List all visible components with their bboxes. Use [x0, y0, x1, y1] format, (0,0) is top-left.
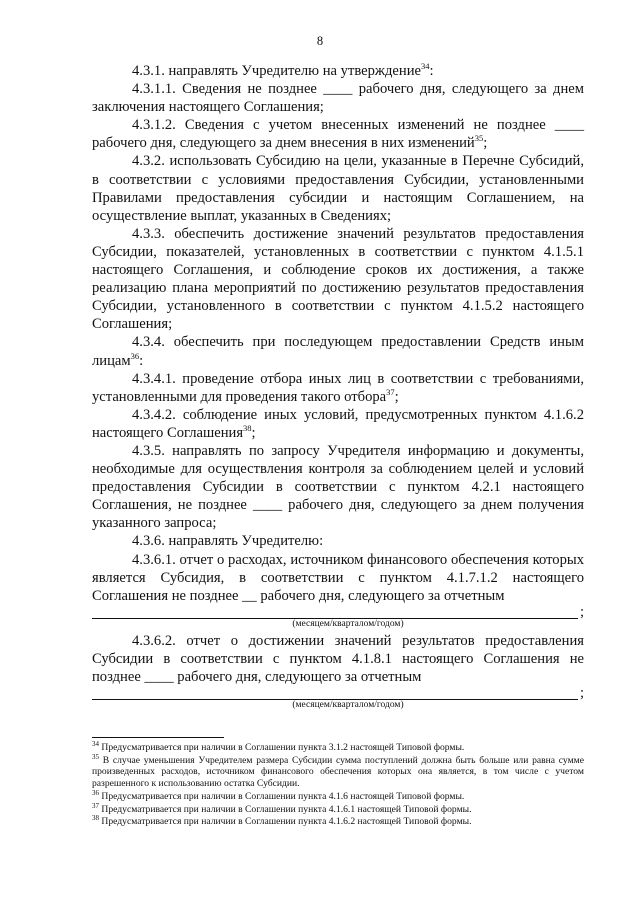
paragraph-4-3-4: 4.3.4. обеспечить при последующем предоставлении Средств иным лицам$^{36}$: [92, 334, 584, 369]
blank-rule [92, 689, 578, 700]
period-blank-line [92, 686, 584, 700]
document-body [92, 62, 584, 713]
paragraph-4-3-1-2: 4.3.1.2. Сведения с учетом внесенных изменений не позднее ____ рабочего дня, следующего за днем внесения в них изменений$^{35}$; [92, 117, 584, 152]
paragraph-4-3-5: 4.3.5. направлять по запросу Учредителя информацию и документы, необходимые для осуществления контроля за соблюдением целей и условий предоставления Субсидии в соответствии с пунктом 4.2.1 настоящего Соглашения, не позднее ____ рабочего дня, следующего за днем получения указанного запроса; [92, 442, 584, 532]
period-blank-line [92, 605, 584, 619]
footnote-37: $^{37}$ Предусматривается при наличии в Соглашении пункта 4.1.6.1 настоящей Типовой формы. [92, 801, 472, 815]
rule-semicolon: ; [579, 685, 584, 702]
paragraph-4-3-3: 4.3.3. обеспечить достижение значений результатов предоставления Субсидии, показателей, установленных в соответствии с пунктом 4.1.5.1 настоящего Соглашения, и соблюдение сроков их достижения, а также реализацию плана мероприятий по достижению результатов предоставления Субсидии, установленного в соответствии с пунктом 4.1.5.2 настоящего Соглашения; [92, 225, 584, 333]
footnote-36: $^{36}$ Предусматривается при наличии в Соглашении пункта 4.1.6 настоящей Типовой формы. [92, 788, 465, 802]
paragraph-4-3-4-2: 4.3.4.2. соблюдение иных условий, предусмотренных пунктом 4.1.6.2 настоящего Соглашения$^{38}$; [92, 406, 584, 441]
footnote-separator [92, 737, 224, 738]
footnote-34: $^{34}$ Предусматривается при наличии в Соглашении пункта 3.1.2 настоящей Типовой формы. [92, 739, 465, 753]
paragraph-4-3-4-1: 4.3.4.1. проведение отбора иных лиц в соответствии с требованиями, установленными для проведения такого отбора$^{37}$; [92, 370, 584, 405]
paragraph-4-3-1-1: 4.3.1.1. Сведения не позднее ____ рабочего дня, следующего за днем заключения настоящего Соглашения; [92, 81, 584, 116]
footnotes [92, 739, 584, 829]
paragraph-4-3-6: 4.3.6. направлять Учредителю: [132, 533, 324, 550]
footnote-ref-34: 34 [421, 61, 430, 72]
paragraph-4-3-6-2: 4.3.6.2. отчет о достижении значений результатов предоставления Субсидии в соответствии с пунктом 4.1.8.1 настоящего Соглашения не позднее ____ рабочего дня, следующего за отчетным [92, 632, 584, 685]
paragraph-4-3-1: 4.3.1. направлять Учредителю на утверждение$^{34}$: [132, 61, 434, 79]
paragraph-4-3-2: 4.3.2. использовать Субсидию на цели, указанные в Перечне Субсидий, в соответствии с условиями предоставления Субсидии, установленными Правилами предоставления субсидии и настоящим Соглашением, на осуществление выплат, указанных в Сведениях; [92, 153, 584, 224]
period-caption: (месяцем/кварталом/годом) [292, 618, 404, 629]
period-caption: (месяцем/кварталом/годом) [292, 700, 404, 711]
rule-semicolon: ; [579, 603, 584, 620]
footnote-ref-38: 38 [243, 423, 252, 434]
footnote-ref-35: 35 [474, 133, 484, 144]
paragraph-4-3-6-1: 4.3.6.1. отчет о расходах, источником финансового обеспечения которых является Субсидия, в соответствии с пунктом 4.1.7.1.2 настоящего Соглашения не позднее __ рабочего дня, следующего за отчетным [92, 551, 584, 604]
blank-rule [92, 608, 578, 619]
page-number: 8 [316, 34, 324, 48]
footnote-35: $^{35}$ В случае уменьшения Учредителем размера Субсидии сумма поступлений должна быть больше или равна сумме произведенных расходов, источником финансового обеспечения которых она является, в том числе с учетом разрешенного к использованию остатка Субсидии. [92, 752, 584, 790]
footnote-ref-37: 37 [386, 386, 395, 397]
footnote-38: $^{38}$ Предусматривается при наличии в Соглашении пункта 4.1.6.2 настоящей Типовой формы. [92, 814, 472, 828]
footnote-ref-36: 36 [130, 350, 140, 361]
